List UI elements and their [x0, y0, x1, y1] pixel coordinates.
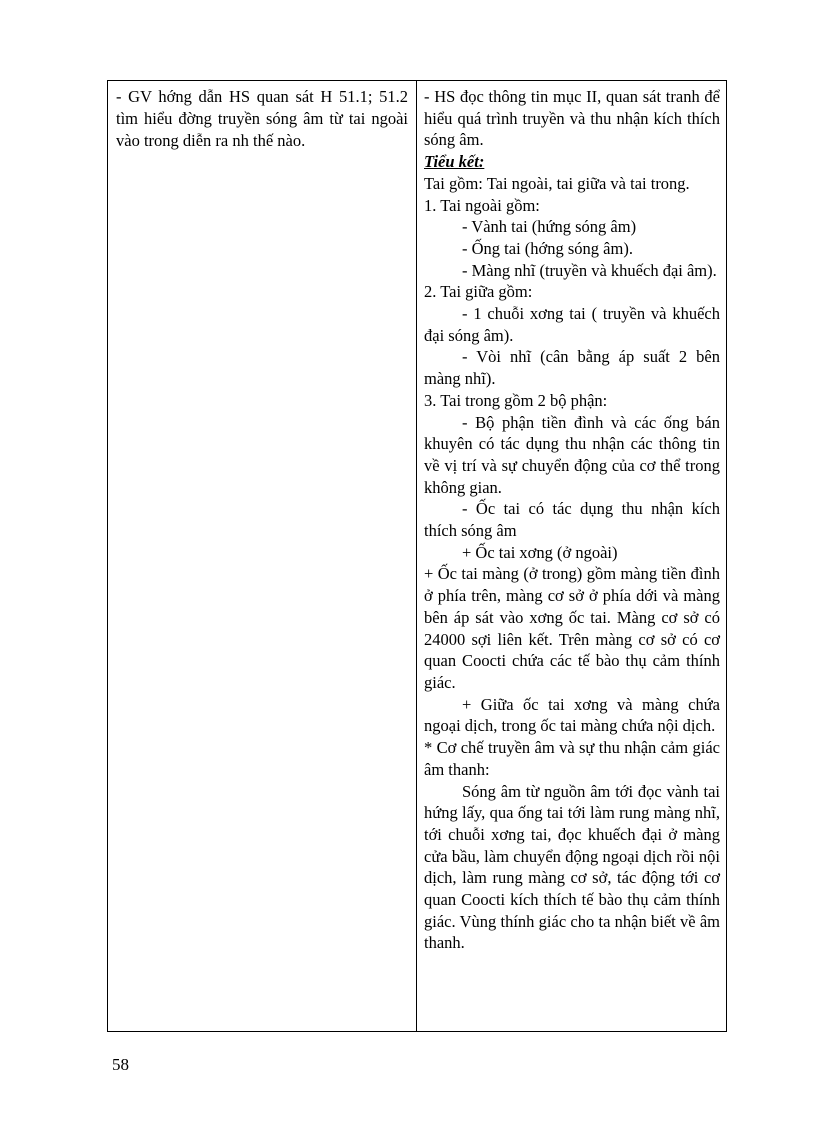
- student-activity-intro: - HS đọc thông tin mục II, quan sát tranh để hiểu quá trình truyền và thu nhận kích thích sóng âm.: [424, 87, 720, 150]
- summary-line: * Cơ chế truyền âm và sự thu nhận cảm giác âm thanh:: [424, 738, 720, 779]
- summary-line: - Màng nhĩ (truyền và khuếch đại âm).: [462, 260, 717, 280]
- teacher-activity-text: - GV hớng dẫn HS quan sát H 51.1; 51.2 tìm hiểu đờng truyền sóng âm từ tai ngoài vào trong diễn ra nh thế nào.: [116, 87, 408, 150]
- summary-line: Tai gồm: Tai ngoài, tai giữa và tai trong.: [424, 173, 690, 193]
- summary-line: 3. Tai trong gồm 2 bộ phận:: [424, 390, 608, 410]
- page-number: 58: [112, 1055, 129, 1074]
- summary-line: 1. Tai ngoài gồm:: [424, 195, 540, 215]
- summary-line: - Bộ phận tiền đình và các ống bán khuyên có tác dụng thu nhận các thông tin về vị trí và sự chuyển động của cơ thể trong không gian.: [424, 412, 720, 497]
- summary-line: - Vòi nhĩ (cân bằng áp suất 2 bên màng nhĩ).: [424, 347, 720, 389]
- column-divider: [416, 81, 417, 1031]
- summary-line: 2. Tai giữa gồm:: [424, 282, 533, 302]
- student-activity-cell: [424, 86, 720, 954]
- summary-heading: Tiểu kết:: [424, 152, 485, 172]
- content-table: [107, 80, 727, 1032]
- summary-line: + Giữa ốc tai xơng và màng chứa ngoại dịch, trong ốc tai màng chứa nội dịch.: [424, 694, 720, 736]
- summary-line: - Ống tai (hớng sóng âm).: [462, 238, 633, 258]
- teacher-activity-cell: [116, 86, 408, 152]
- summary-line: - Vành tai (hứng sóng âm): [462, 217, 637, 237]
- summary-line: - Ốc tai có tác dụng thu nhận kích thích sóng âm: [424, 499, 720, 541]
- summary-line: + Ốc tai màng (ở trong) gồm màng tiền đình ở phía trên, màng cơ sở ở phía dới và màng bên áp sát vào xơng ốc tai. Màng cơ sở có 24000 sợi liên kết. Trên màng cơ sở có cơ quan Coocti chứa các tế bào thụ cảm thính giác.: [424, 564, 720, 692]
- summary-line: + Ốc tai xơng (ở ngoài): [462, 542, 618, 562]
- summary-line: Sóng âm từ nguồn âm tới đọc vành tai hứng lấy, qua ống tai tới làm rung màng nhĩ, tới chuỗi xơng tai, đọc khuếch đại ở màng cửa bầu, làm chuyển động ngoại dịch rồi nội dịch, làm rung màng cơ sở, tác động tới cơ quan Coocti kích thích tế bào thụ cảm thính giác. Vùng thính giác cho ta nhận biết về âm thanh.: [424, 781, 720, 953]
- summary-line: - 1 chuỗi xơng tai ( truyền và khuếch đại sóng âm).: [424, 304, 720, 345]
